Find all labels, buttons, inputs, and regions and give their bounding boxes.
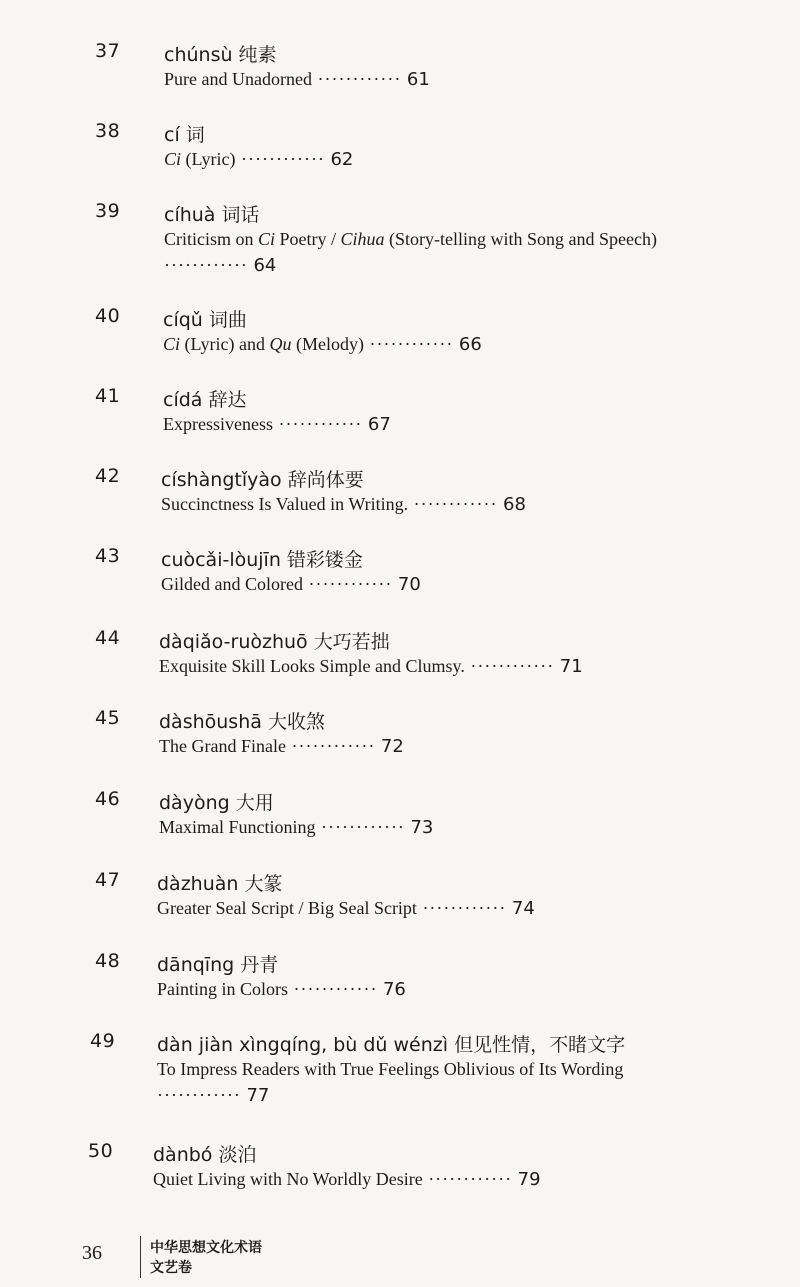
entry-pinyin: chúnsù xyxy=(164,44,233,66)
entry-hanzi: 词曲 xyxy=(202,309,247,331)
entry-title-text: Painting in Colors xyxy=(157,979,289,999)
entry-title-part: Poetry / xyxy=(275,229,341,249)
entry-headword xyxy=(164,120,205,147)
entry-number: 37 xyxy=(95,40,121,62)
entry-pinyin: dàshōushā xyxy=(159,711,262,733)
leader-dots: ············ xyxy=(422,1169,518,1189)
entry-title-text: To Impress Readers with True Feelings Oblivious of Its Wording xyxy=(157,1059,624,1079)
entry-number: 48 xyxy=(95,950,121,972)
entry-number: 49 xyxy=(90,1030,116,1052)
entry-page-number: 66 xyxy=(458,334,482,355)
entry-title-text: Maximal Functioning xyxy=(159,817,316,837)
entry-title-text: The Grand Finale xyxy=(159,736,286,756)
footer-divider xyxy=(140,1236,141,1278)
entry-headword xyxy=(157,869,283,896)
entry-hanzi: 大收煞 xyxy=(261,711,325,733)
entry-title-part: Ci xyxy=(164,149,182,169)
entry-headword xyxy=(157,1030,625,1057)
entry-title xyxy=(159,733,719,760)
entry-hanzi: 大用 xyxy=(229,792,274,814)
entry-pinyin: dàzhuàn xyxy=(157,873,239,895)
entry-hanzi: 词 xyxy=(179,124,205,146)
leader-dots: ············ xyxy=(302,574,398,594)
entry-title-part: Criticism on xyxy=(164,229,258,249)
entry-title-part: Qu xyxy=(269,334,292,354)
entry-title xyxy=(157,1056,717,1109)
leader-dots: ············ xyxy=(288,979,383,999)
entry-headword xyxy=(157,950,278,977)
entry-pinyin: dàn jiàn xìngqíng, bù dǔ wénzì xyxy=(157,1034,449,1056)
entry-title-text: Expressiveness xyxy=(163,414,273,434)
entry-number: 39 xyxy=(95,200,121,222)
entry-title xyxy=(159,653,719,680)
entry-number: 44 xyxy=(95,627,121,649)
entry-hanzi: 辞达 xyxy=(202,389,247,411)
entry-title-part: (Melody) xyxy=(291,334,364,354)
series-title-line2: 文艺卷 xyxy=(150,1260,192,1276)
entry-number: 43 xyxy=(95,545,121,567)
entry-hanzi: 错彩镂金 xyxy=(280,549,363,571)
entry-page-number: 61 xyxy=(406,69,430,90)
entry-title xyxy=(153,1166,713,1193)
entry-pinyin: cídá xyxy=(163,389,203,411)
entry-headword xyxy=(161,465,364,492)
entry-hanzi: 淡泊 xyxy=(212,1144,257,1166)
entry-title xyxy=(163,411,723,438)
entry-title-text: Gilded and Colored xyxy=(161,574,303,594)
leader-dots: ············ xyxy=(164,255,254,275)
entry-number: 40 xyxy=(95,305,121,327)
entry-page-number: 70 xyxy=(397,574,421,595)
entry-number: 47 xyxy=(95,869,121,891)
leader-dots: ············ xyxy=(285,736,381,756)
leader-dots: ············ xyxy=(157,1085,247,1105)
entry-page-number: 74 xyxy=(511,898,535,919)
leader-dots: ············ xyxy=(464,656,560,676)
entry-headword xyxy=(163,385,246,412)
entry-hanzi: 但见性情，不睹文字 xyxy=(448,1034,626,1056)
entry-number: 42 xyxy=(95,465,121,487)
entry-title xyxy=(164,66,724,93)
entry-page-number: 72 xyxy=(380,736,404,757)
page-number: 36 xyxy=(82,1242,102,1264)
entry-title-part: (Lyric) xyxy=(181,149,236,169)
entry-page-number: 76 xyxy=(382,979,406,1000)
entry-headword xyxy=(159,627,390,654)
entry-hanzi: 丹青 xyxy=(234,954,279,976)
entry-title-text: Greater Seal Script / Big Seal Script xyxy=(157,898,417,918)
entry-hanzi: 大篆 xyxy=(238,873,283,895)
entry-page-number: 68 xyxy=(503,494,526,515)
entry-pinyin: císhàngtǐyào xyxy=(161,469,282,491)
entry-hanzi: 大巧若拙 xyxy=(307,631,390,653)
entry-pinyin: dānqīng xyxy=(157,954,235,976)
entry-number: 45 xyxy=(95,707,121,729)
leader-dots: ············ xyxy=(416,898,512,918)
entry-number: 50 xyxy=(88,1140,114,1162)
entry-title xyxy=(157,895,717,922)
entry-number: 41 xyxy=(95,385,121,407)
entry-page-number: 67 xyxy=(367,414,391,435)
entry-pinyin: dàqiǎo-ruòzhuō xyxy=(159,631,308,653)
entry-pinyin: dànbó xyxy=(153,1144,213,1166)
entry-hanzi: 纯素 xyxy=(232,44,277,66)
entry-page-number: 77 xyxy=(246,1085,270,1106)
entry-title xyxy=(163,331,723,358)
entry-title xyxy=(164,146,724,173)
entry-headword xyxy=(161,545,363,572)
entry-hanzi: 辞尚体要 xyxy=(281,469,364,491)
entry-pinyin: cí xyxy=(164,124,180,146)
entry-hanzi: 词话 xyxy=(215,204,260,226)
leader-dots: ············ xyxy=(408,494,504,514)
leader-dots: ············ xyxy=(363,334,459,354)
entry-page-number: 62 xyxy=(330,149,354,170)
entry-title-part: Cihua xyxy=(340,229,385,249)
entry-title xyxy=(161,571,721,598)
series-title xyxy=(150,1238,262,1278)
leader-dots: ············ xyxy=(311,69,407,89)
entry-headword xyxy=(164,40,277,67)
entry-headword xyxy=(164,200,260,227)
entry-page-number: 79 xyxy=(517,1169,541,1190)
entry-title-part: (Story-telling with Song and Speech) xyxy=(384,229,657,249)
entry-page-number: 64 xyxy=(253,255,277,276)
leader-dots: ············ xyxy=(235,149,331,169)
entry-number: 46 xyxy=(95,788,121,810)
entry-title xyxy=(161,491,721,518)
entry-title-text: Succinctness Is Valued in Writing. xyxy=(161,494,409,514)
series-title-line1: 中华思想文化术语 xyxy=(150,1240,262,1256)
entry-title xyxy=(164,226,724,279)
entry-title xyxy=(159,814,719,841)
entry-pinyin: cuòcǎi-lòujīn xyxy=(161,549,281,571)
entry-pinyin: cíqǔ xyxy=(163,309,203,331)
entry-headword xyxy=(159,707,325,734)
entry-pinyin: dàyòng xyxy=(159,792,230,814)
entry-pinyin: cíhuà xyxy=(164,204,216,226)
leader-dots: ············ xyxy=(315,817,411,837)
entry-headword xyxy=(153,1140,256,1167)
entry-title-text: Exquisite Skill Looks Simple and Clumsy. xyxy=(159,656,465,676)
leader-dots: ············ xyxy=(272,414,368,434)
entry-headword xyxy=(163,305,247,332)
entry-title-part: (Lyric) and xyxy=(180,334,270,354)
entry-page-number: 73 xyxy=(410,817,434,838)
entry-title-text: Pure and Unadorned xyxy=(164,69,312,89)
entry-number: 38 xyxy=(95,120,121,142)
entry-headword xyxy=(159,788,274,815)
entry-title-part: Ci xyxy=(163,334,181,354)
entry-title-text: Quiet Living with No Worldly Desire xyxy=(153,1169,423,1189)
entry-title-part: Ci xyxy=(258,229,276,249)
entry-title xyxy=(157,976,717,1003)
entry-page-number: 71 xyxy=(559,656,583,677)
